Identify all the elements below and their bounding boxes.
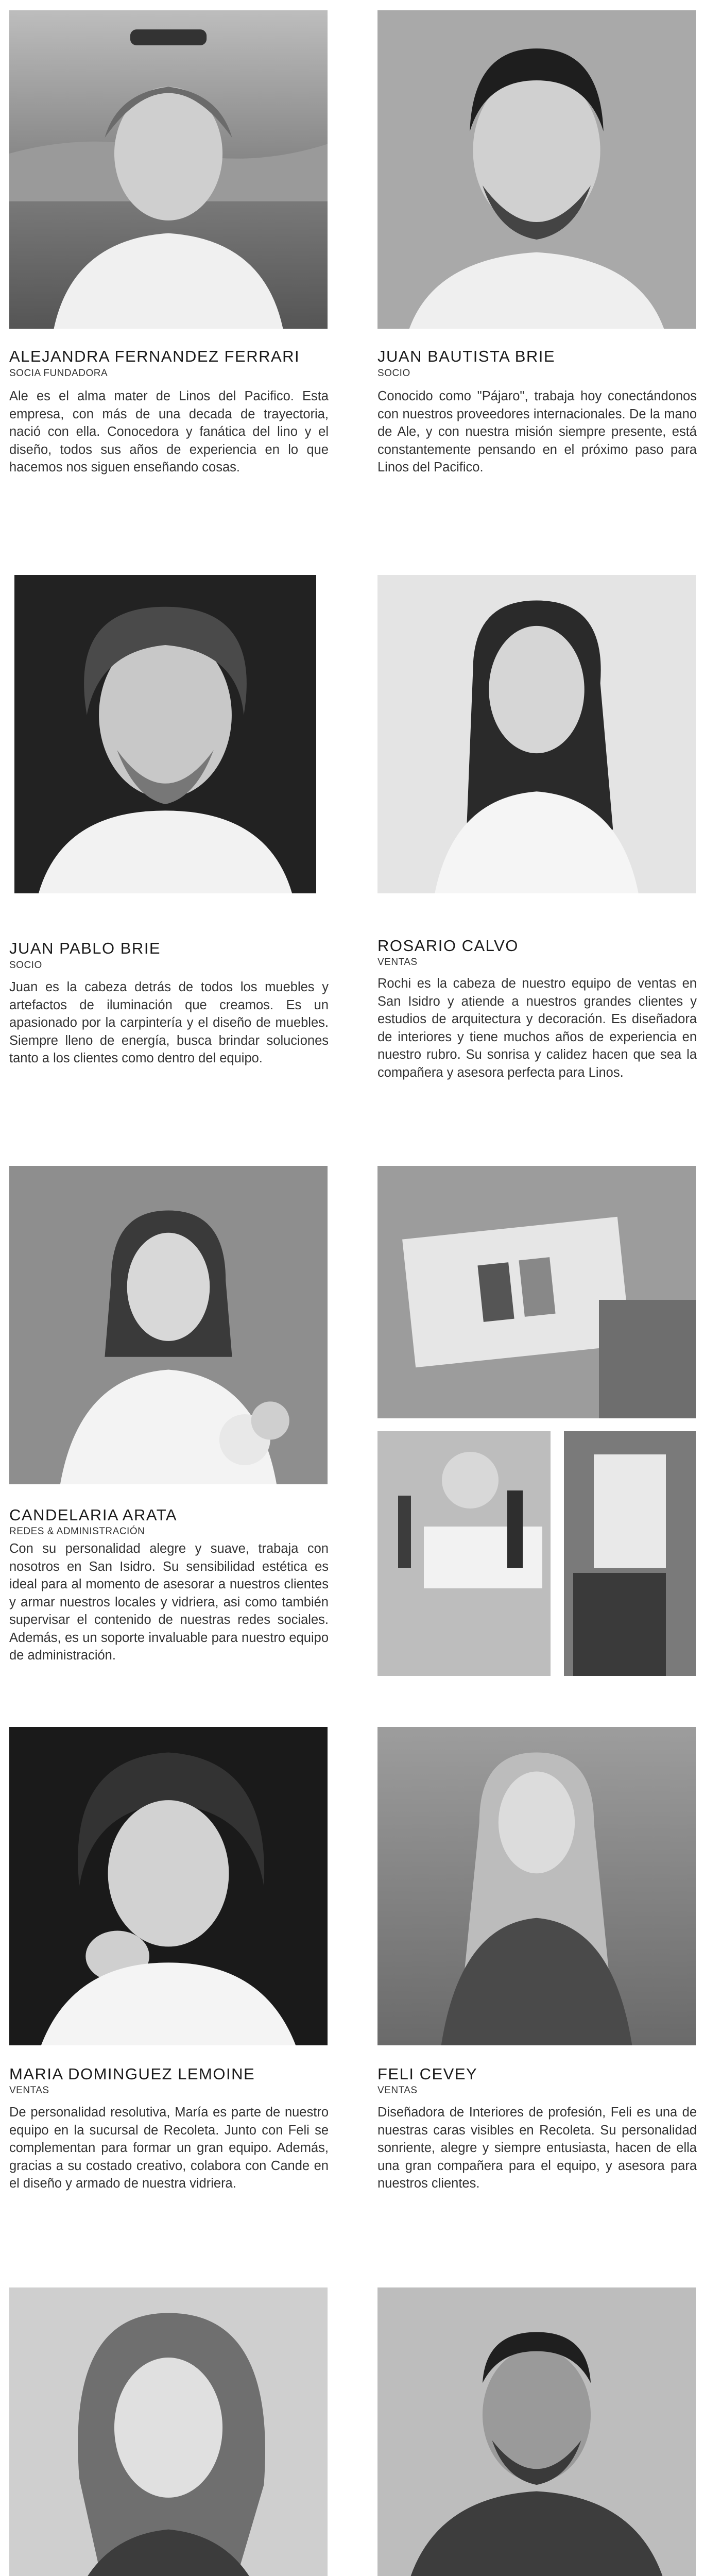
portrait-photo <box>9 10 328 329</box>
member-name: ROSARIO CALVO <box>377 937 519 955</box>
portrait-image <box>377 575 696 893</box>
portrait-photo <box>9 1166 328 1484</box>
member-role: SOCIA FUNDADORA <box>9 368 108 379</box>
member-role: SOCIO <box>377 368 410 379</box>
member-bio: Rochi es la cabeza de nuestro equipo de ventas en San Isidro y atiende a nuestros grandes clientes y estudios de arquitectura y decoración. Es diseñadora de interiores y tiene muchos años de experiencia en nuestro rubro. Su sonrisa y calidez hacen que sea la compañera y asesora perfecta para Linos. <box>377 976 697 1080</box>
member-name: JUAN BAUTISTA BRIE <box>377 347 556 365</box>
workshop-collage <box>377 1166 696 1676</box>
member-role: SOCIO <box>9 960 42 971</box>
member-name: MARIA DOMINGUEZ LEMOINE <box>9 2065 255 2083</box>
portrait-image <box>377 2287 696 2576</box>
portrait-photo <box>14 575 316 893</box>
member-bio: Juan es la cabeza detrás de todos los muebles y artefactos de iluminación que creamos. Es un apasionado por la carpintería y el diseño de muebles. Siempre lleno de energía, busca brindar soluciones tanto a los clientes como dentro del equipo. <box>9 980 329 1065</box>
portrait-image <box>9 1727 328 2045</box>
member-name: ALEJANDRA FERNANDEZ FERRARI <box>9 347 300 365</box>
portrait-photo <box>377 575 696 893</box>
member-bio: Conocido como "Pájaro", trabaja hoy conectándonos con nuestros proveedores internacionales. De la mano de Ale, y con nuestra misión siempre presente, está constantemente pensando en el próximo paso para Linos del Pacifico. <box>377 389 697 474</box>
member-bio: Diseñadora de Interiores de profesión, Feli es una de nuestras caras visibles en Recoleta. Su personalidad sonriente, alegre y siempre entusiasta, hacen de ella una gran compañera para el equipo, y asesora para nuestros clientes. <box>377 2105 697 2191</box>
portrait-image <box>377 1727 696 2045</box>
portrait-photo <box>9 2287 328 2576</box>
portrait-image <box>14 575 316 893</box>
portrait-image <box>9 1166 328 1484</box>
member-bio: Ale es el alma mater de Linos del Pacifico. Esta empresa, con más de una decada de trayectoria, nació con ella. Conocedora y fanática del lino y el diseño, todos sus años de experiencia en lo que hacemos nos siguen enseñando cosas. <box>9 389 329 474</box>
portrait-image <box>9 2287 328 2576</box>
member-role: REDES & ADMINISTRACIÓN <box>9 1526 145 1537</box>
portrait-image <box>9 10 328 329</box>
workshop-photos <box>377 1166 696 1676</box>
portrait-photo <box>377 10 696 329</box>
portrait-photo <box>377 1727 696 2045</box>
member-bio: Con su personalidad alegre y suave, trabaja con nosotros en San Isidro. Su sensibilidad estética es ideal para al momento de asesorar a nuestros clientes y armar nuestros locales y vidriera, asi como también supervisar el contenido de nuestras redes sociales. Además, es un soporte invaluable para nuestro equipo de administración. <box>9 1541 329 1663</box>
portrait-image <box>377 10 696 329</box>
member-bio: De personalidad resolutiva, María es parte de nuestro equipo en la sucursal de Recoleta. Junto con Feli se complementan para formar un gran equipo. Además, gracias a su costado creativo, colabora con Cande en el diseño y armado de nuestra vidriera. <box>9 2105 329 2191</box>
member-name: JUAN PABLO BRIE <box>9 939 161 957</box>
member-name: CANDELARIA ARATA <box>9 1506 178 1524</box>
portrait-photo <box>377 2287 696 2576</box>
portrait-photo <box>9 1727 328 2045</box>
member-name: FELI CEVEY <box>377 2065 478 2083</box>
member-role: VENTAS <box>377 957 418 968</box>
member-role: VENTAS <box>9 2085 49 2096</box>
member-role: VENTAS <box>377 2085 418 2096</box>
